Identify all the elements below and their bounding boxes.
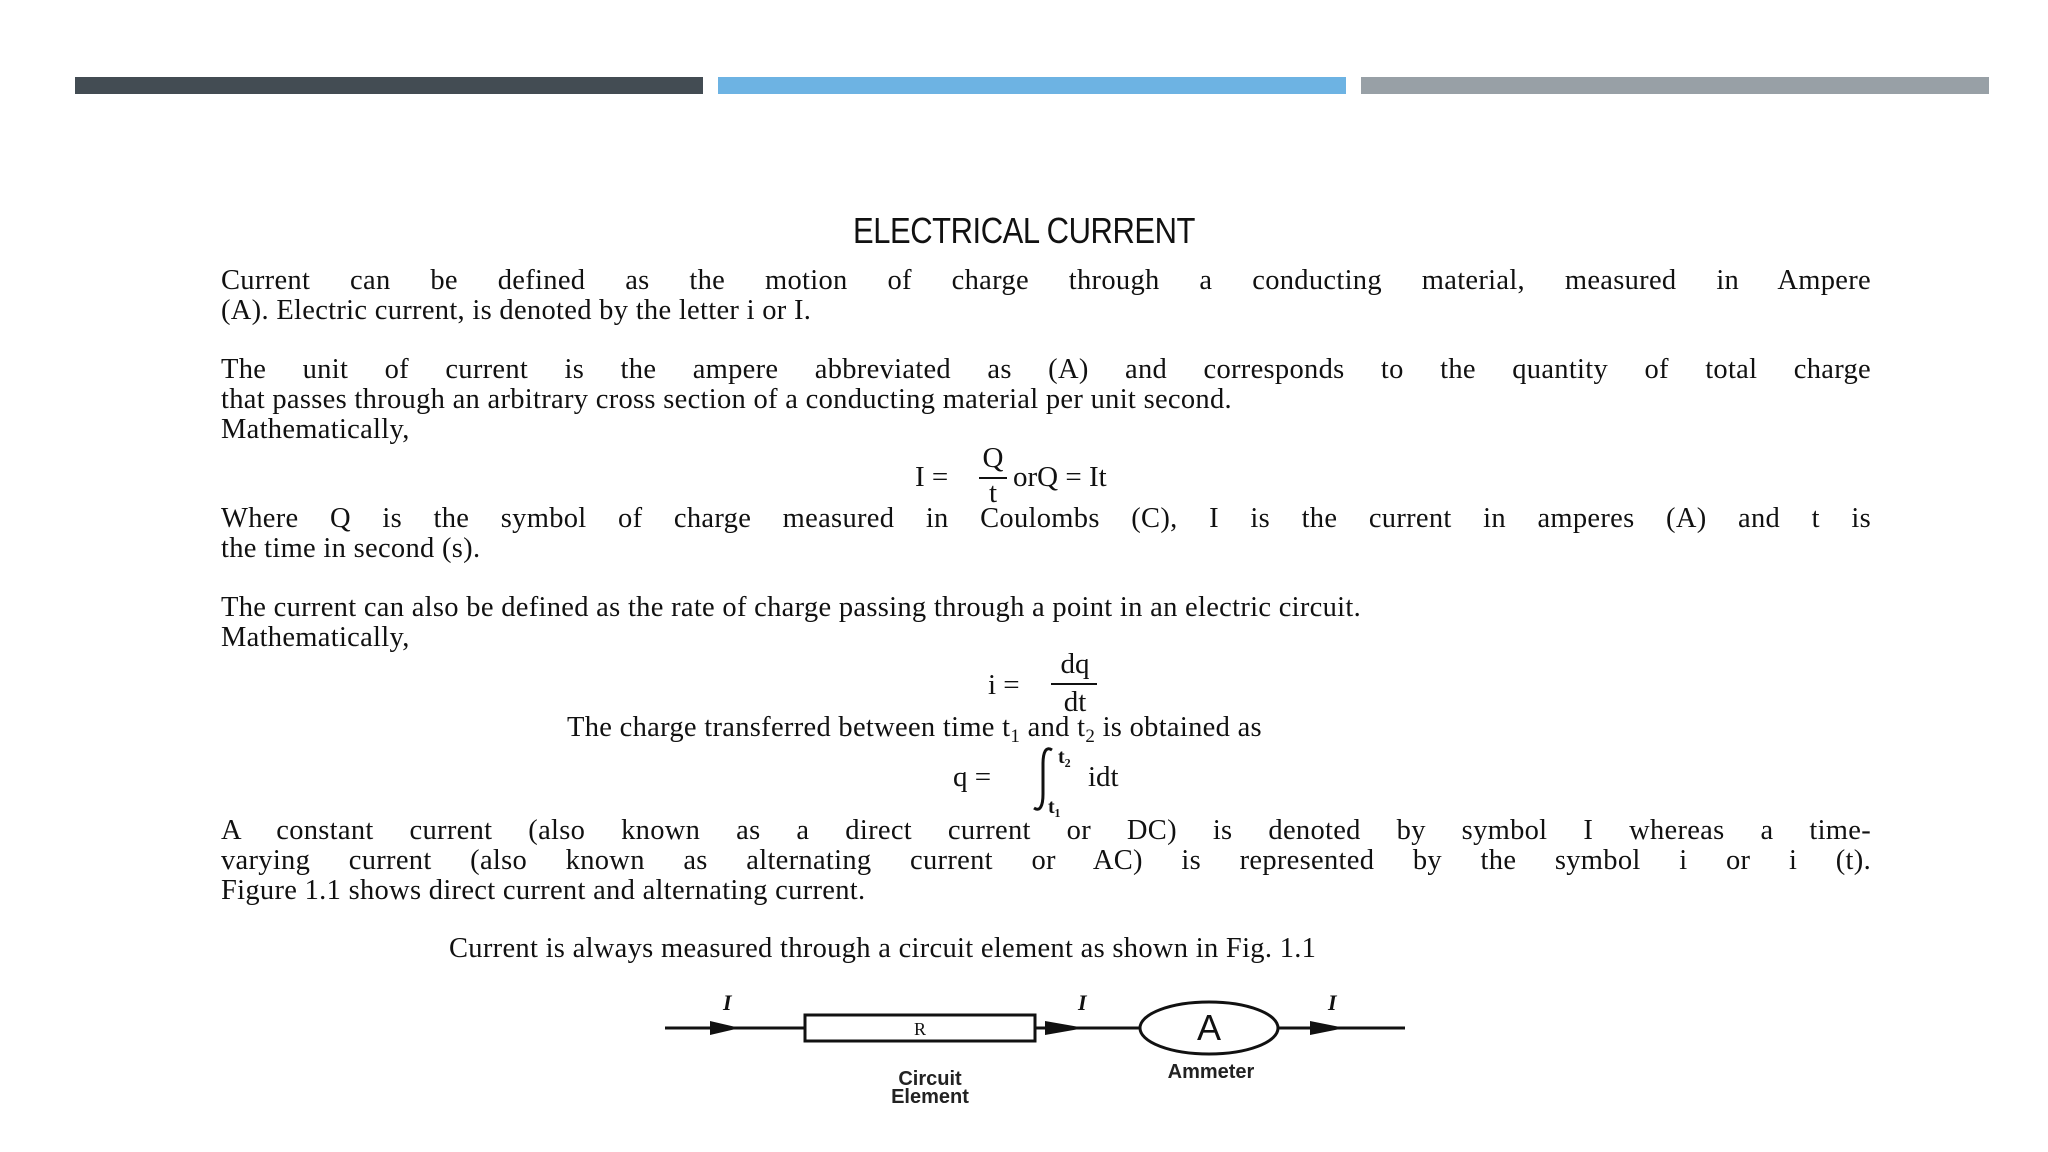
ammeter-symbol: A [1196,1007,1222,1048]
arrow-icon [1310,1021,1345,1035]
current-label-3: I [1328,990,1337,1015]
measurement-caption: Current is always measured through a circuit element as shown in Fig. 1.1 [449,933,1317,964]
ammeter-label: Ammeter [1167,1061,1255,1083]
slide-title: ELECTRICAL CURRENT [852,210,1196,251]
charge-transfer-text: The charge transferred between time $t_1$ and $t_2$ is obtained as [567,712,1262,747]
current-label-1: I [723,990,732,1015]
para3-line2: the time in second (s). [221,533,481,564]
para1-line2: (A). Electric current, is denoted by the letter i or I. [221,295,812,326]
para4-line1: The current can also be defined as the rate of charge passing through a point in an electric circuit. [221,592,1362,623]
arrow-icon [710,1021,740,1035]
para2-line2: that passes through an arbitrary cross section of a conducting material per unit second. [221,384,1232,415]
circuit-diagram [660,990,1410,1120]
para5-line2: varying current (also known as alternating current or AC) is represented by the symbol i or i (t). [221,845,1871,876]
accent-bar-blue [718,77,1346,94]
accent-bar-dark [75,77,703,94]
para4-line2: Mathematically, [221,622,410,653]
resistor-label: R [913,1019,927,1039]
current-label-2: I [1078,990,1087,1015]
para5-line3: Figure 1.1 shows direct current and alternating current. [221,875,866,906]
para2-line1: The unit of current is the ampere abbreviated as (A) and corresponds to the quantity of total charge [221,354,1871,385]
para3-line1: Where Q is the symbol of charge measured in Coulombs (C), I is the current in amperes (A) and t is [221,503,1871,534]
element-label-2: Element [891,1086,969,1108]
para2-line3: Mathematically, [221,414,410,445]
para5-line1: A constant current (also known as a direct current or DC) is denoted by symbol I whereas a time- [221,815,1871,846]
accent-bar-gray [1361,77,1989,94]
para1-line1: Current can be defined as the motion of charge through a conducting material, measured in Ampere [221,265,1871,296]
arrow-icon [1045,1021,1085,1035]
element-label-1: Circuit [898,1068,962,1090]
